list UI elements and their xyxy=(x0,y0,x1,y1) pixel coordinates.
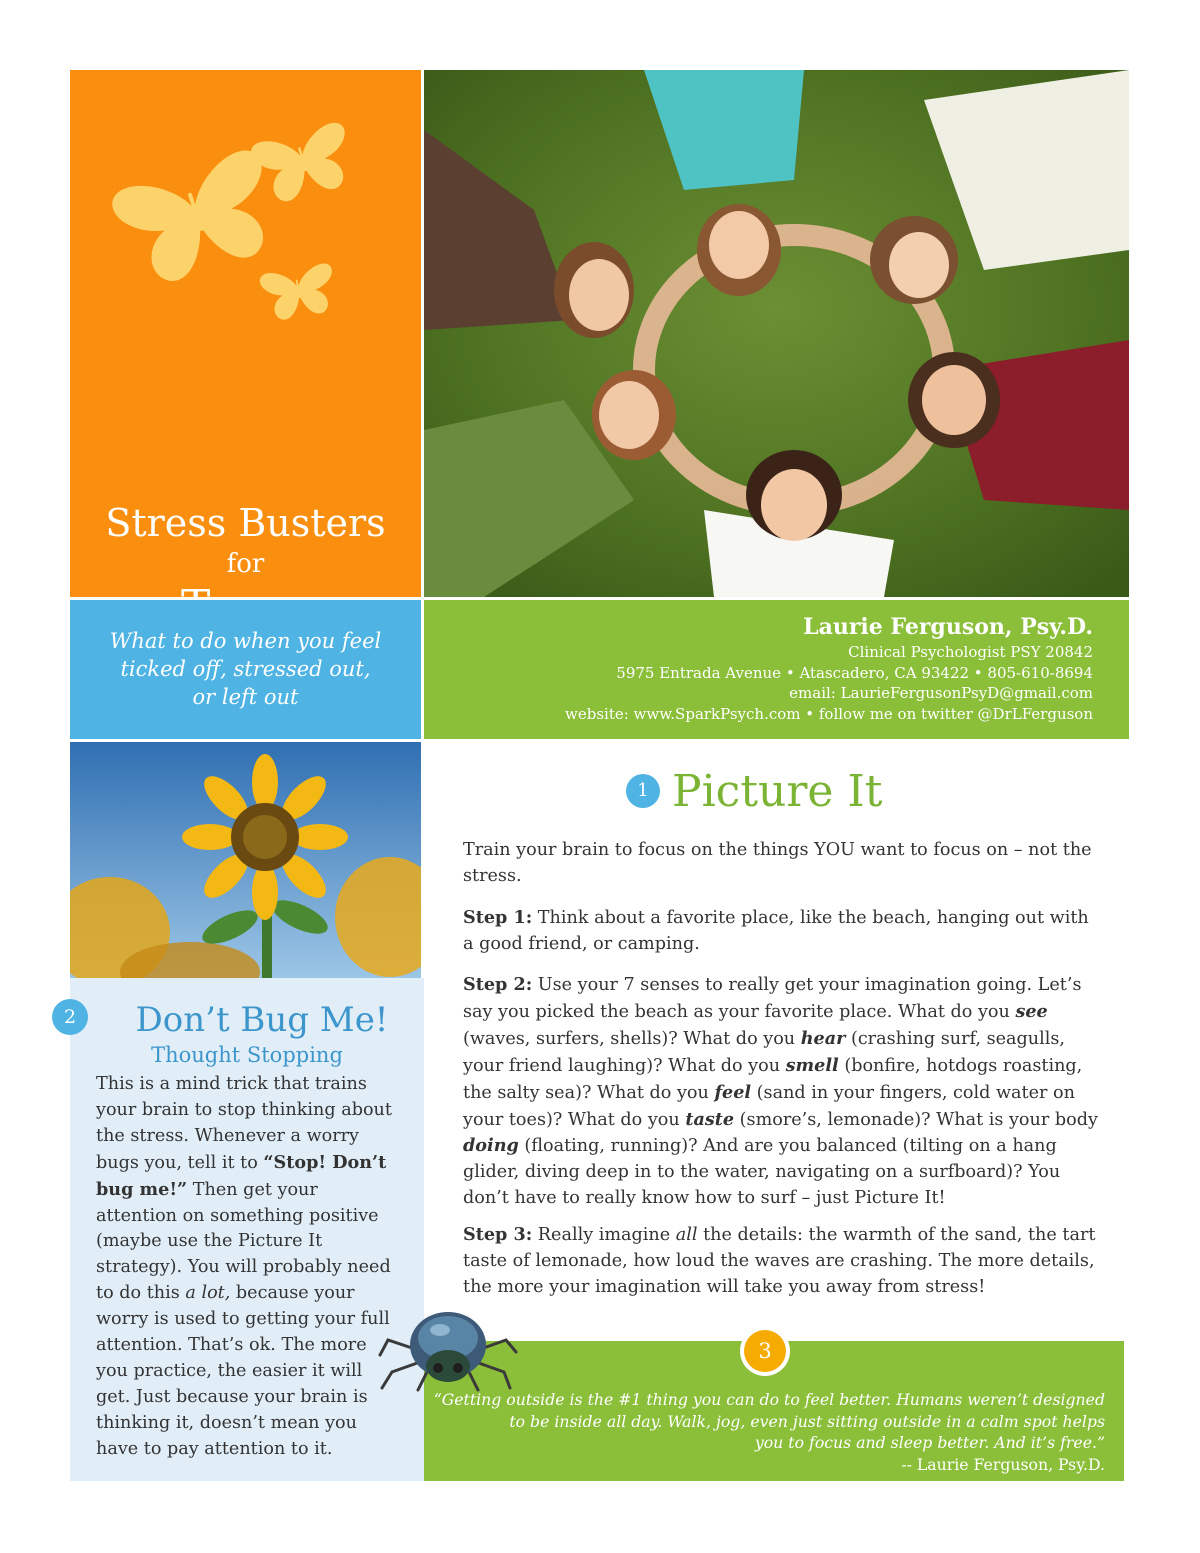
all-emphasis: all xyxy=(675,1225,698,1245)
sense-doing: doing xyxy=(463,1135,519,1157)
sense-feel: feel xyxy=(714,1081,752,1103)
step-2-text-b: (waves, surfers, shells)? What do you xyxy=(463,1028,801,1049)
step-2-text-d: (bonfire, hotdogs roasting, the salty sea)? What do you xyxy=(463,1055,1083,1103)
hero-photo xyxy=(424,70,1129,597)
stop-phrase: “Stop! Don’t bug me!” xyxy=(96,1151,387,1200)
author-address: 5975 Entrada Avenue • Atascadero, CA 93422 • 805-610-8694 xyxy=(616,663,1093,682)
picture-it-step-1 xyxy=(463,905,1103,958)
step-2-text-e: (sand in your fingers, cold water on your toes)? What do you xyxy=(463,1082,1075,1130)
dont-bug-title: Don’t Bug Me! xyxy=(135,1000,389,1040)
section-number-3 xyxy=(740,1326,790,1376)
author-name: Laurie Ferguson, Psy.D. xyxy=(803,614,1093,640)
title-line-2: for xyxy=(226,549,265,579)
sense-smell: smell xyxy=(785,1054,839,1076)
dont-bug-text-b: Then get your attention on something positive (maybe use the Picture It strategy). You will probably need to do this xyxy=(96,1179,391,1304)
sense-see: see xyxy=(1015,1000,1048,1022)
step-2-text-c: (crashing surf, seagulls, your friend laughing)? What do you xyxy=(463,1028,1065,1076)
author-website[interactable]: website: www.SparkPsych.com • follow me on twitter @DrLFerguson xyxy=(565,704,1093,723)
step-2-label: Step 2: xyxy=(463,974,533,995)
step-2-text-a: Use your 7 senses to really get your imagination going. Let’s say you picked the beach as your favorite place. What do you xyxy=(463,975,1082,1022)
quote-line-2: to be inside all day. Walk, jog, even just sitting outside in a calm spot helps xyxy=(509,1411,1105,1431)
title-block xyxy=(70,70,421,597)
tagline-line-1: What to do when you feel xyxy=(109,629,382,653)
picture-it-intro: Train your brain to focus on the things YOU want to focus on – not the stress. xyxy=(463,840,1092,886)
tagline-line-2: ticked off, stressed out, xyxy=(120,657,371,681)
tagline-box xyxy=(70,600,421,739)
step-1-text: Think about a favorite place, like the beach, hanging out with a good friend, or camping. xyxy=(463,908,1089,954)
section-number-2: 2 xyxy=(52,999,88,1035)
tagline xyxy=(70,627,421,711)
step-2-text-g: (floating, running)? And are you balanced (tilting on a hang glider, diving deep in to the water, navigating on a surfboard)? You don’t have to really know how to surf – just Picture It! xyxy=(463,1136,1061,1209)
picture-it-step-2 xyxy=(463,972,1103,1212)
section-number-1: 1 xyxy=(626,774,660,808)
dont-bug-text-c: because your worry is used to getting your full attention. That’s ok. The more you practice, the easier it will get. Just because your brain is thinking it, doesn’t mean you have to pay attention to it. xyxy=(96,1283,390,1459)
step-1-label: Step 1: xyxy=(463,907,533,928)
contact-box xyxy=(424,600,1129,739)
step-3-text-b: the details: the warmth of the sand, the tart taste of lemonade, how loud the waves are crashing. The more details, the more your imagination will take you away from stress! xyxy=(463,1225,1096,1297)
section-number-3-label: 3 xyxy=(744,1330,786,1372)
a-lot-emphasis: a lot, xyxy=(185,1283,231,1304)
quote xyxy=(430,1389,1105,1475)
sense-hear: hear xyxy=(800,1027,846,1049)
picture-it-title: Picture It xyxy=(672,766,883,817)
step-3-label: Step 3: xyxy=(463,1224,533,1245)
sunflower-photo xyxy=(70,742,421,978)
step-2-text-f: (smore’s, lemonade)? What is your body xyxy=(734,1109,1098,1130)
dont-bug-body xyxy=(96,1072,401,1463)
author-title: Clinical Psychologist PSY 20842 xyxy=(848,643,1093,661)
contact-info xyxy=(565,612,1093,724)
title-line-1: Stress Busters xyxy=(105,501,386,545)
quote-attribution: -- Laurie Ferguson, Psy.D. xyxy=(886,1454,1105,1474)
author-email[interactable]: email: LaurieFergusonPsyD@gmail.com xyxy=(789,684,1093,702)
sense-taste: taste xyxy=(685,1108,735,1130)
dont-bug-subtitle: Thought Stopping xyxy=(151,1043,343,1067)
tagline-line-3: or left out xyxy=(192,685,299,709)
beetle-icon xyxy=(378,1300,518,1399)
quote-line-1: “Getting outside is the #1 thing you can do to feel better. Humans weren’t designed xyxy=(433,1390,1105,1409)
dont-bug-text-a: This is a mind trick that trains your brain to stop thinking about the stress. Whenever a worry bugs you, tell it to xyxy=(96,1074,392,1173)
quote-line-3: you to focus and sleep better. And it’s free.” xyxy=(754,1433,1105,1452)
picture-it-step-3 xyxy=(463,1222,1103,1301)
step-3-text-a: Really imagine xyxy=(532,1225,676,1245)
